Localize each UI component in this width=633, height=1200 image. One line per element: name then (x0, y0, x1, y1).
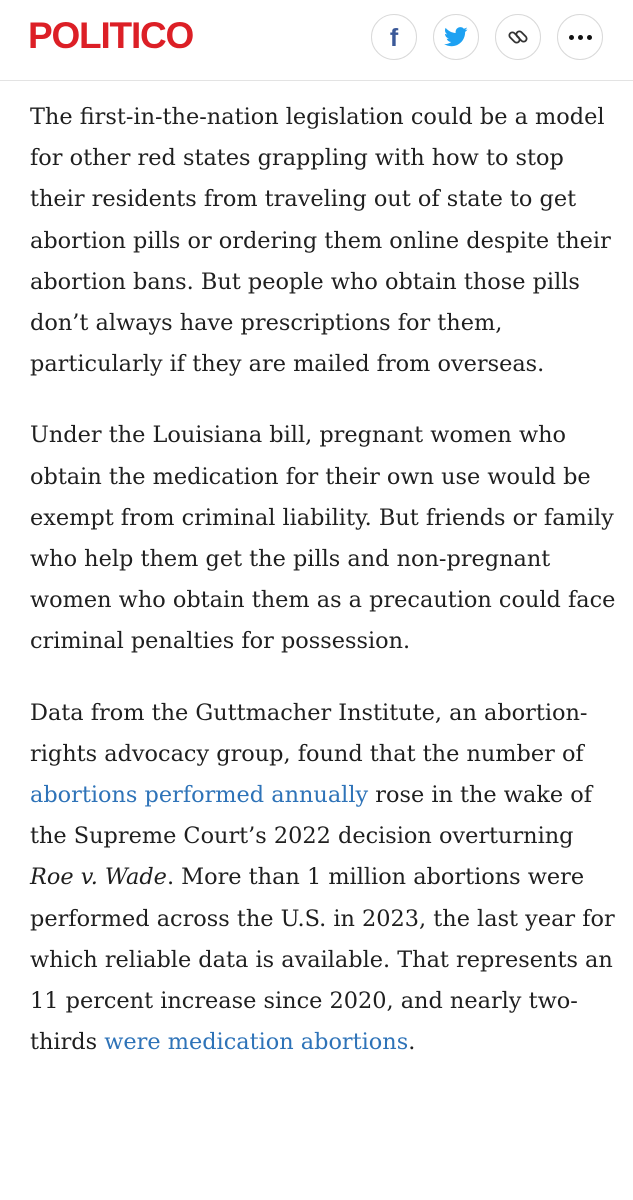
paragraph-text: . (408, 1029, 416, 1056)
politico-logo[interactable]: POLITICO (28, 15, 194, 56)
link-icon (506, 25, 530, 49)
more-options-button[interactable] (557, 14, 603, 60)
copy-link-button[interactable] (495, 14, 541, 60)
article-paragraph (30, 693, 620, 1064)
paragraph-text: Data from the Guttmacher Institute, an abortion-rights advocacy group, found that the number of (30, 699, 588, 767)
article-body (30, 97, 620, 1093)
medication-abortions-link[interactable]: were medication abortions (104, 1029, 409, 1056)
site-header (0, 0, 633, 81)
case-name: Roe v. Wade (30, 864, 167, 891)
paragraph-text: rose in the wake of the Supreme Court’s 2022 decision overturning (30, 782, 593, 850)
more-icon (569, 35, 592, 40)
facebook-share-button[interactable] (371, 14, 417, 60)
abortions-performed-link[interactable]: abortions performed annually (30, 782, 369, 809)
paragraph-text: . More than 1 million abortions were performed across the U.S. in 2023, the last year for which reliable data is available. That represents an 11 percent increase since 2020, and nearly two-thirds (30, 864, 615, 1056)
article-paragraph: Under the Louisiana bill, pregnant women who obtain the medication for their own use would be exempt from criminal liability. But friends or family who help them get the pills and non-pregnant women who obtain them as a precaution could face criminal penalties for possession. (30, 422, 616, 655)
article-paragraph: The first-in-the-nation legislation could be a model for other red states grappling with how to stop their residents from traveling out of state to get abortion pills or ordering them online despite their abortion bans. But people who obtain those pills don’t always have prescriptions for them, particularly if they are mailed from overseas. (30, 104, 611, 378)
twitter-share-button[interactable] (433, 14, 479, 60)
twitter-icon (444, 27, 468, 47)
facebook-icon: f (389, 23, 399, 52)
